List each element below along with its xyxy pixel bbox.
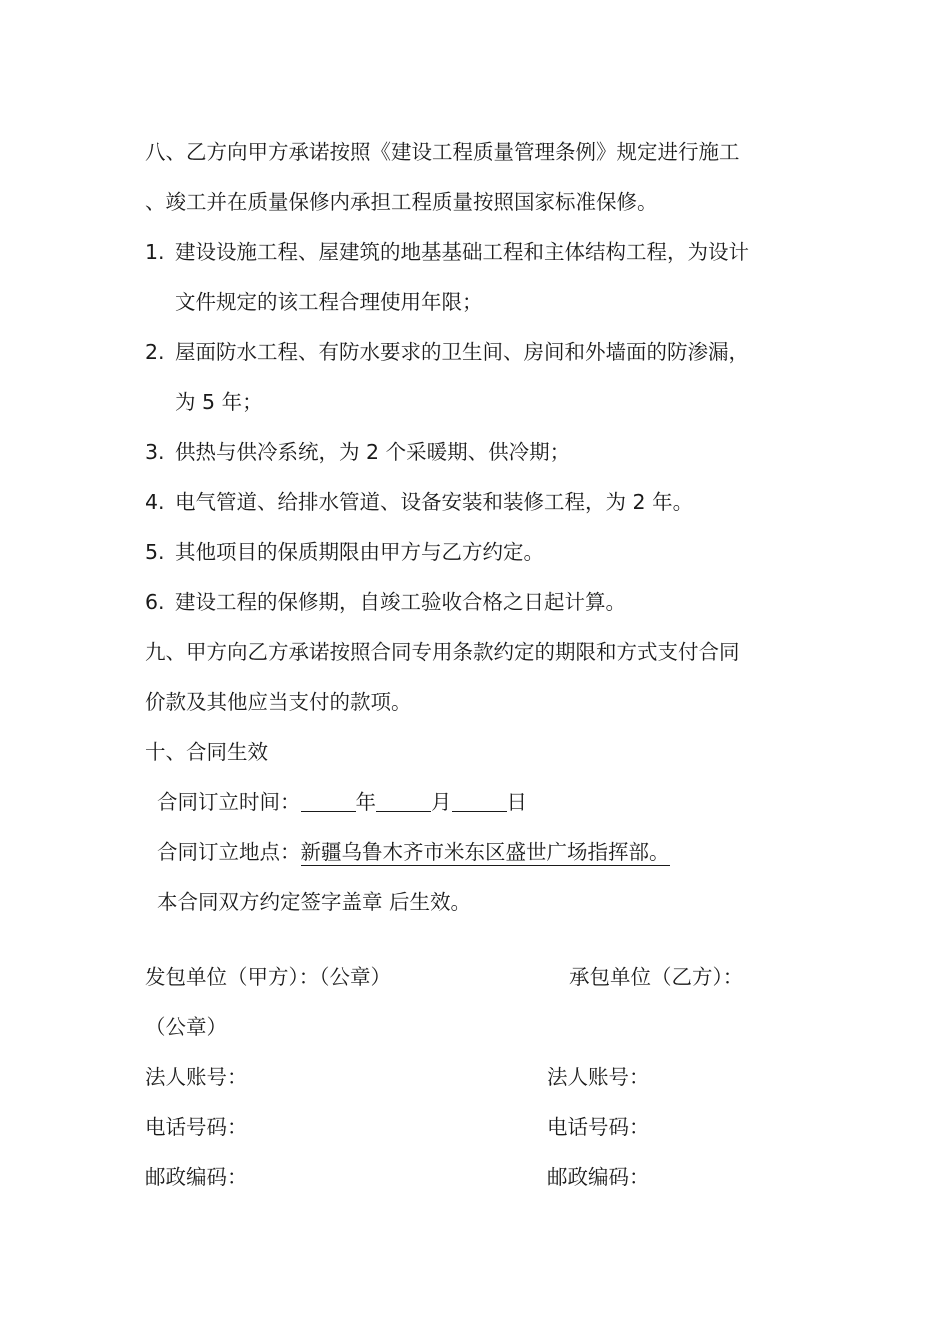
list-text: 其他项目的保质期限由甲方与乙方约定。 — [175, 540, 544, 564]
year-blank[interactable] — [301, 789, 356, 812]
place-value: 新疆乌鲁木齐市米东区盛世广场指挥部。 — [300, 840, 670, 864]
section9-line2: 价款及其他应当支付的款项。 — [145, 690, 412, 714]
list-item — [145, 338, 749, 366]
day-label: 日 — [506, 790, 527, 814]
month-label: 月 — [431, 790, 452, 814]
list-item — [145, 588, 626, 616]
list-text: 建设工程的保修期，自竣工验收合格之日起计算。 — [175, 590, 626, 614]
list-number: 6. — [145, 590, 165, 614]
list-text: 电气管道、给排水管道、设备安装和装修工程，为 2 年。 — [175, 490, 694, 514]
contract-place-line — [157, 838, 670, 866]
phone-a: 电话号码： — [145, 1115, 248, 1139]
place-label: 合同订立地点： — [157, 840, 301, 864]
list-item — [145, 538, 544, 566]
list-number: 3. — [145, 440, 165, 464]
phone-b: 电话号码： — [547, 1115, 650, 1139]
account-a: 法人账号： — [145, 1065, 248, 1089]
account-b: 法人账号： — [547, 1065, 650, 1089]
party-b-seal: （公章） — [145, 1015, 227, 1039]
list-item — [145, 488, 693, 516]
list-number: 2. — [145, 340, 165, 364]
day-blank[interactable] — [452, 789, 507, 812]
postal-a: 邮政编码： — [145, 1165, 248, 1189]
month-blank[interactable] — [376, 789, 431, 812]
list-item-continuation: 文件规定的该工程合理使用年限； — [175, 290, 483, 314]
contract-date-line — [157, 788, 527, 816]
date-label: 合同订立时间： — [157, 790, 301, 814]
section9-line1: 九、甲方向乙方承诺按照合同专用条款约定的期限和方式支付合同 — [145, 640, 740, 664]
section8-line1: 八、乙方向甲方承诺按照《建设工程质量管理条例》规定进行施工 — [145, 140, 740, 164]
section8-line2: 、竣工并在质量保修内承担工程质量按照国家标准保修。 — [145, 190, 658, 214]
list-item-continuation: 为 5 年； — [175, 390, 263, 414]
list-number: 5. — [145, 540, 165, 564]
list-item — [145, 438, 570, 466]
list-text: 供热与供冷系统，为 2 个采暖期、供冷期； — [175, 440, 571, 464]
effect-line: 本合同双方约定签字盖章 后生效。 — [157, 890, 472, 914]
list-text: 建设设施工程、屋建筑的地基基础工程和主体结构工程，为设计 — [175, 240, 749, 264]
section10-heading: 十、合同生效 — [145, 740, 268, 764]
party-b-label: 承包单位（乙方）： — [569, 965, 744, 989]
postal-b: 邮政编码： — [547, 1165, 650, 1189]
list-number: 4. — [145, 490, 165, 514]
list-item — [145, 238, 749, 266]
list-text: 屋面防水工程、有防水要求的卫生间、房间和外墙面的防渗漏， — [175, 340, 749, 364]
list-number: 1. — [145, 240, 165, 264]
party-a-label: 发包单位（甲方）：（公章） — [145, 965, 391, 989]
year-label: 年 — [355, 790, 376, 814]
